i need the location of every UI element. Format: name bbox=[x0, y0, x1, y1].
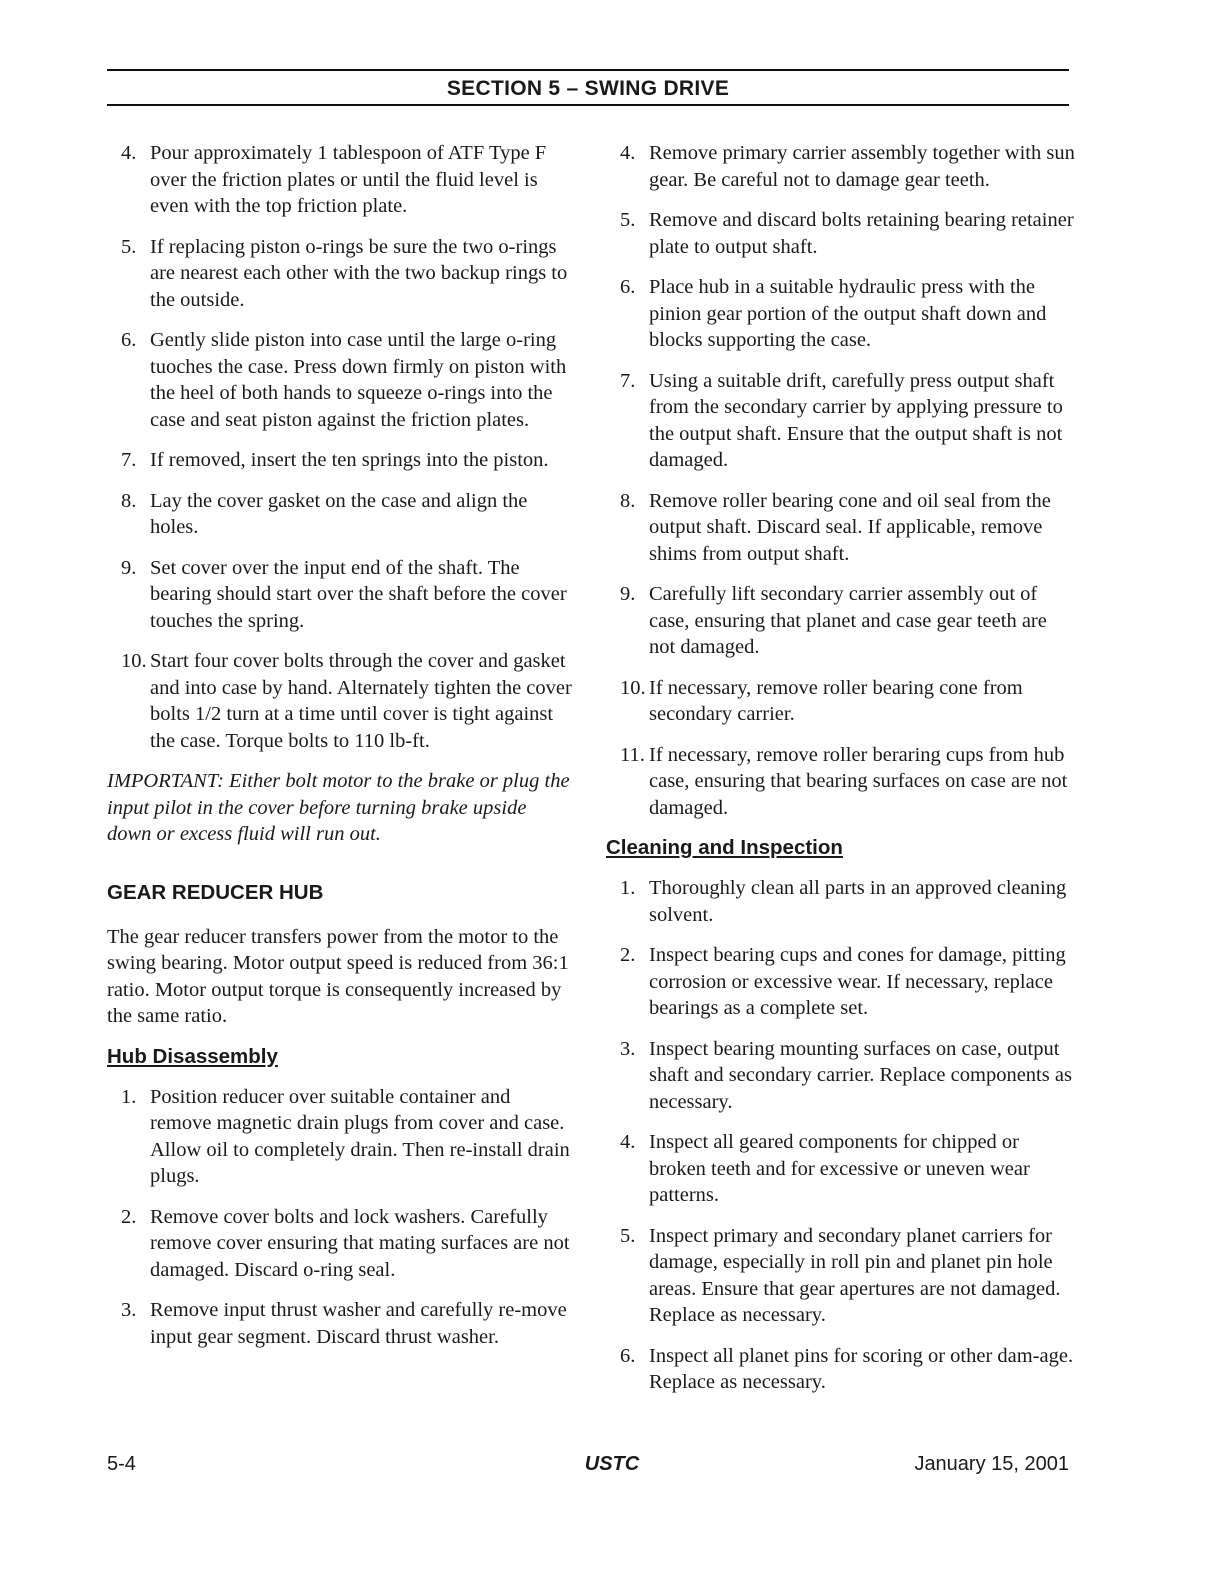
list-item: 10. Start four cover bolts through the cover and gasket and into case by hand. Alternately tighten the cover bolts 1/2 turn at a time until cover is tight against the case. Torque bolts to 110 lb-ft. bbox=[121, 650, 572, 752]
right-column bbox=[606, 140, 1076, 1410]
header-rule-bottom bbox=[107, 104, 1069, 106]
list-item: 7. Using a suitable drift, carefully press output shaft from the secondary carrier by applying pressure to the output shaft. Ensure that the output shaft is not damaged. bbox=[620, 369, 1063, 471]
list-item: 3. Inspect bearing mounting surfaces on case, output shaft and secondary carrier. Replace components as necessary. bbox=[620, 1037, 1072, 1113]
header-rule-top bbox=[107, 69, 1069, 71]
disassembly-steps bbox=[107, 1084, 575, 1351]
list-item: 3. Remove input thrust washer and carefully re-move input gear segment. Discard thrust washer. bbox=[121, 1299, 567, 1348]
important-note: IMPORTANT: Either bolt motor to the brake or plug the input pilot in the cover before turning brake upside down or excess fluid will run out. bbox=[107, 770, 570, 845]
page-number: 5-4 bbox=[107, 1453, 136, 1475]
list-item: 2. Inspect bearing cups and cones for damage, pitting corrosion or excessive wear. If necessary, replace bearings as a complete set. bbox=[620, 944, 1066, 1019]
list-item: 11. If necessary, remove roller beraring cups from hub case, ensuring that bearing surfaces on case are not damaged. bbox=[620, 743, 1068, 819]
list-item: 6. Gently slide piston into case until the large o-ring tuoches the case. Press down firmly on piston with the heel of both hands to squeeze o-rings into the case and seat piston against the friction plates. bbox=[121, 329, 567, 431]
list-item: 6. Inspect all planet pins for scoring or other dam-age. Replace as necessary. bbox=[620, 1344, 1074, 1393]
list-item: 5. If replacing piston o-rings be sure the two o-rings are nearest each other with the two backup rings to the outside. bbox=[121, 235, 568, 311]
list-item: 9. Set cover over the input end of the shaft. The bearing should start over the shaft before the cover touches the spring. bbox=[121, 556, 567, 632]
list-item: 7. If removed, insert the ten springs into the piston. bbox=[121, 449, 549, 471]
disassembly-steps-continued bbox=[606, 140, 1076, 821]
list-item: 8. Remove roller bearing cone and oil seal from the output shaft. Discard seal. If applicable, remove shims from output shaft. bbox=[620, 489, 1051, 565]
list-item: 1. Thoroughly clean all parts in an approved cleaning solvent. bbox=[620, 877, 1067, 926]
list-item: 2. Remove cover bolts and lock washers. Carefully remove cover ensuring that mating surfaces are not damaged. Discard o-ring seal. bbox=[121, 1205, 570, 1281]
left-column bbox=[107, 140, 575, 1364]
list-item: 4. Inspect all geared components for chipped or broken teeth and for excessive or uneven wear patterns. bbox=[620, 1131, 1030, 1206]
list-item: 8. Lay the cover gasket on the case and align the holes. bbox=[121, 489, 528, 538]
list-item: 4. Pour approximately 1 tablespoon of ATF Type F over the friction plates or until the fluid level is even with the top friction plate. bbox=[121, 142, 547, 217]
inspection-steps bbox=[606, 875, 1076, 1396]
gear-reducer-paragraph: The gear reducer transfers power from the motor to the swing bearing. Motor output speed is reduced from 36:1 ratio. Motor output torque is consequently increased by the same ratio. bbox=[107, 925, 569, 1027]
reassembly-steps bbox=[107, 140, 575, 754]
section-title: SECTION 5 – SWING DRIVE bbox=[446, 77, 730, 100]
list-item: 4. Remove primary carrier assembly together with sun gear. Be careful not to damage gear teeth. bbox=[620, 142, 1075, 191]
brand-logo: USTC bbox=[584, 1453, 640, 1475]
gear-reducer-heading: GEAR REDUCER HUB bbox=[107, 880, 324, 904]
list-item: 5. Inspect primary and secondary planet carriers for damage, especially in roll pin and planet pin hole areas. Ensure that gear apertures are not damaged. Replace as necessary. bbox=[620, 1224, 1061, 1326]
list-item: 10. If necessary, remove roller bearing cone from secondary carrier. bbox=[620, 676, 1023, 725]
list-item: 6. Place hub in a suitable hydraulic press with the pinion gear portion of the output shaft down and blocks supporting the case. bbox=[620, 276, 1047, 351]
publication-date: January 15, 2001 bbox=[914, 1453, 1069, 1475]
list-item: 9. Carefully lift secondary carrier assembly out of case, ensuring that planet and case gear teeth are not damaged. bbox=[620, 583, 1047, 658]
cleaning-inspection-heading: Cleaning and Inspection bbox=[606, 836, 843, 859]
list-item: 5. Remove and discard bolts retaining bearing retainer plate to output shaft. bbox=[620, 209, 1074, 258]
hub-disassembly-heading: Hub Disassembly bbox=[107, 1044, 278, 1068]
list-item: 1. Position reducer over suitable container and remove magnetic drain plugs from cover and case. Allow oil to completely drain. Then re-install drain plugs. bbox=[121, 1085, 570, 1187]
